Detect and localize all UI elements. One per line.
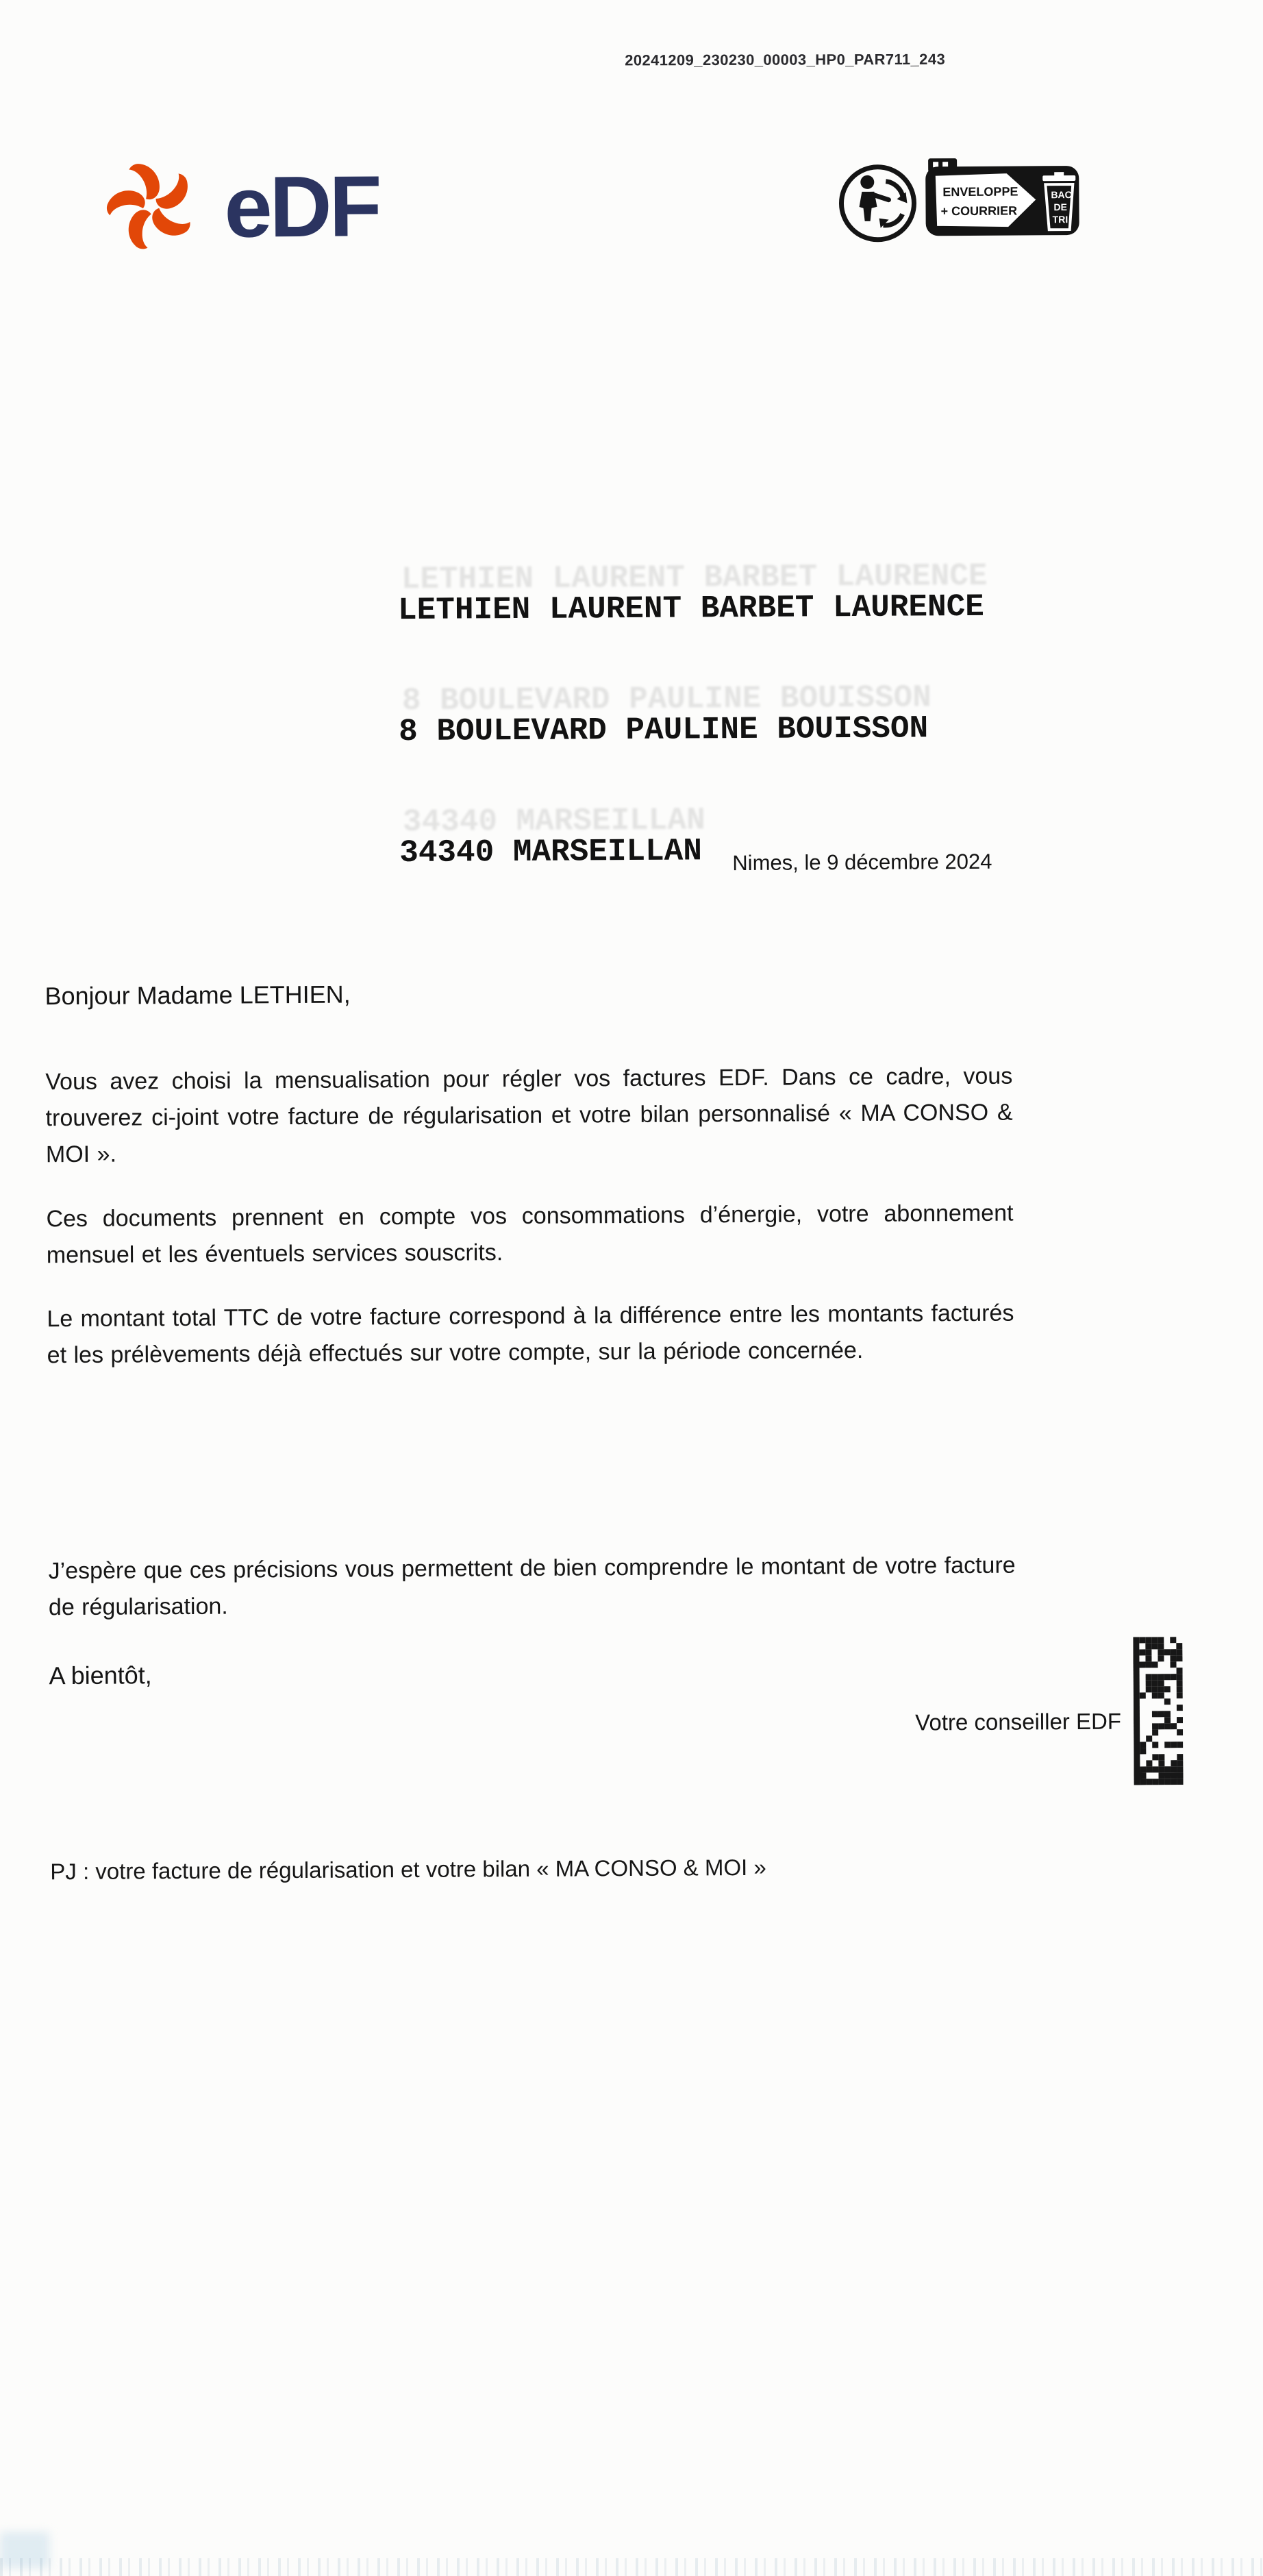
- recycling-sorting-stamp: [838, 156, 1082, 249]
- scan-edge-artifact-band: [0, 2558, 1263, 2576]
- attachment-note: PJ : votre facture de régularisation et votre bilan « MA CONSO & MOI »: [50, 1854, 766, 1885]
- bin-label-line1: BAC: [1051, 189, 1072, 201]
- closing: A bientôt,: [49, 1661, 152, 1690]
- edf-logo-text: eDF: [224, 158, 379, 256]
- edf-flame-icon: [97, 152, 205, 257]
- recipient-address: [397, 506, 986, 954]
- envelope-label-line2: + COURRIER: [940, 203, 1018, 219]
- letter-paragraph: Le montant total TTC de votre facture correspond à la différence entre les montants facturés et les prélèvements déjà effectués sur votre compte, sur la période concernée.: [47, 1300, 1014, 1369]
- bin-label-line3: TRI: [1052, 214, 1068, 225]
- address-line: 34340 MARSEILLAN: [399, 833, 703, 871]
- envelope-label-line1: ENVELOPPE: [942, 184, 1018, 199]
- datamatrix-barcode-icon: [1133, 1637, 1183, 1785]
- print-reference: 20241209_230230_00003_HP0_PAR711_243: [625, 50, 946, 69]
- triman-recycling-icon: [841, 166, 914, 240]
- signature: Votre conseiller EDF: [915, 1708, 1122, 1735]
- letter-paragraph: Vous avez choisi la mensualisation pour régler vos factures EDF. Dans ce cadre, vous trouverez ci-joint votre facture de régularisation et votre bilan personnalisé « MA CONSO & MOI ».: [45, 1063, 1013, 1168]
- salutation: Bonjour Madame LETHIEN,: [45, 980, 351, 1011]
- letter-paragraph: J’espère que ces précisions vous permettent de bien comprendre le montant de votre facture de régularisation.: [48, 1552, 1016, 1621]
- trash-bin-icon: [1042, 172, 1076, 230]
- letter-paragraph: Ces documents prennent en compte vos consommations d’énergie, votre abonnement mensuel et les éventuels services souscrits.: [46, 1200, 1014, 1269]
- address-line: 8 BOULEVARD PAULINE BOUISSON: [399, 710, 929, 750]
- dateline: Nimes, le 9 décembre 2024: [732, 849, 992, 876]
- envelope-courrier-sorting-icon: [925, 158, 1079, 236]
- edf-logo: [97, 151, 379, 257]
- bin-label-line2: DE: [1053, 201, 1068, 213]
- address-line: LETHIEN LAURENT BARBET LAURENCE: [397, 589, 984, 629]
